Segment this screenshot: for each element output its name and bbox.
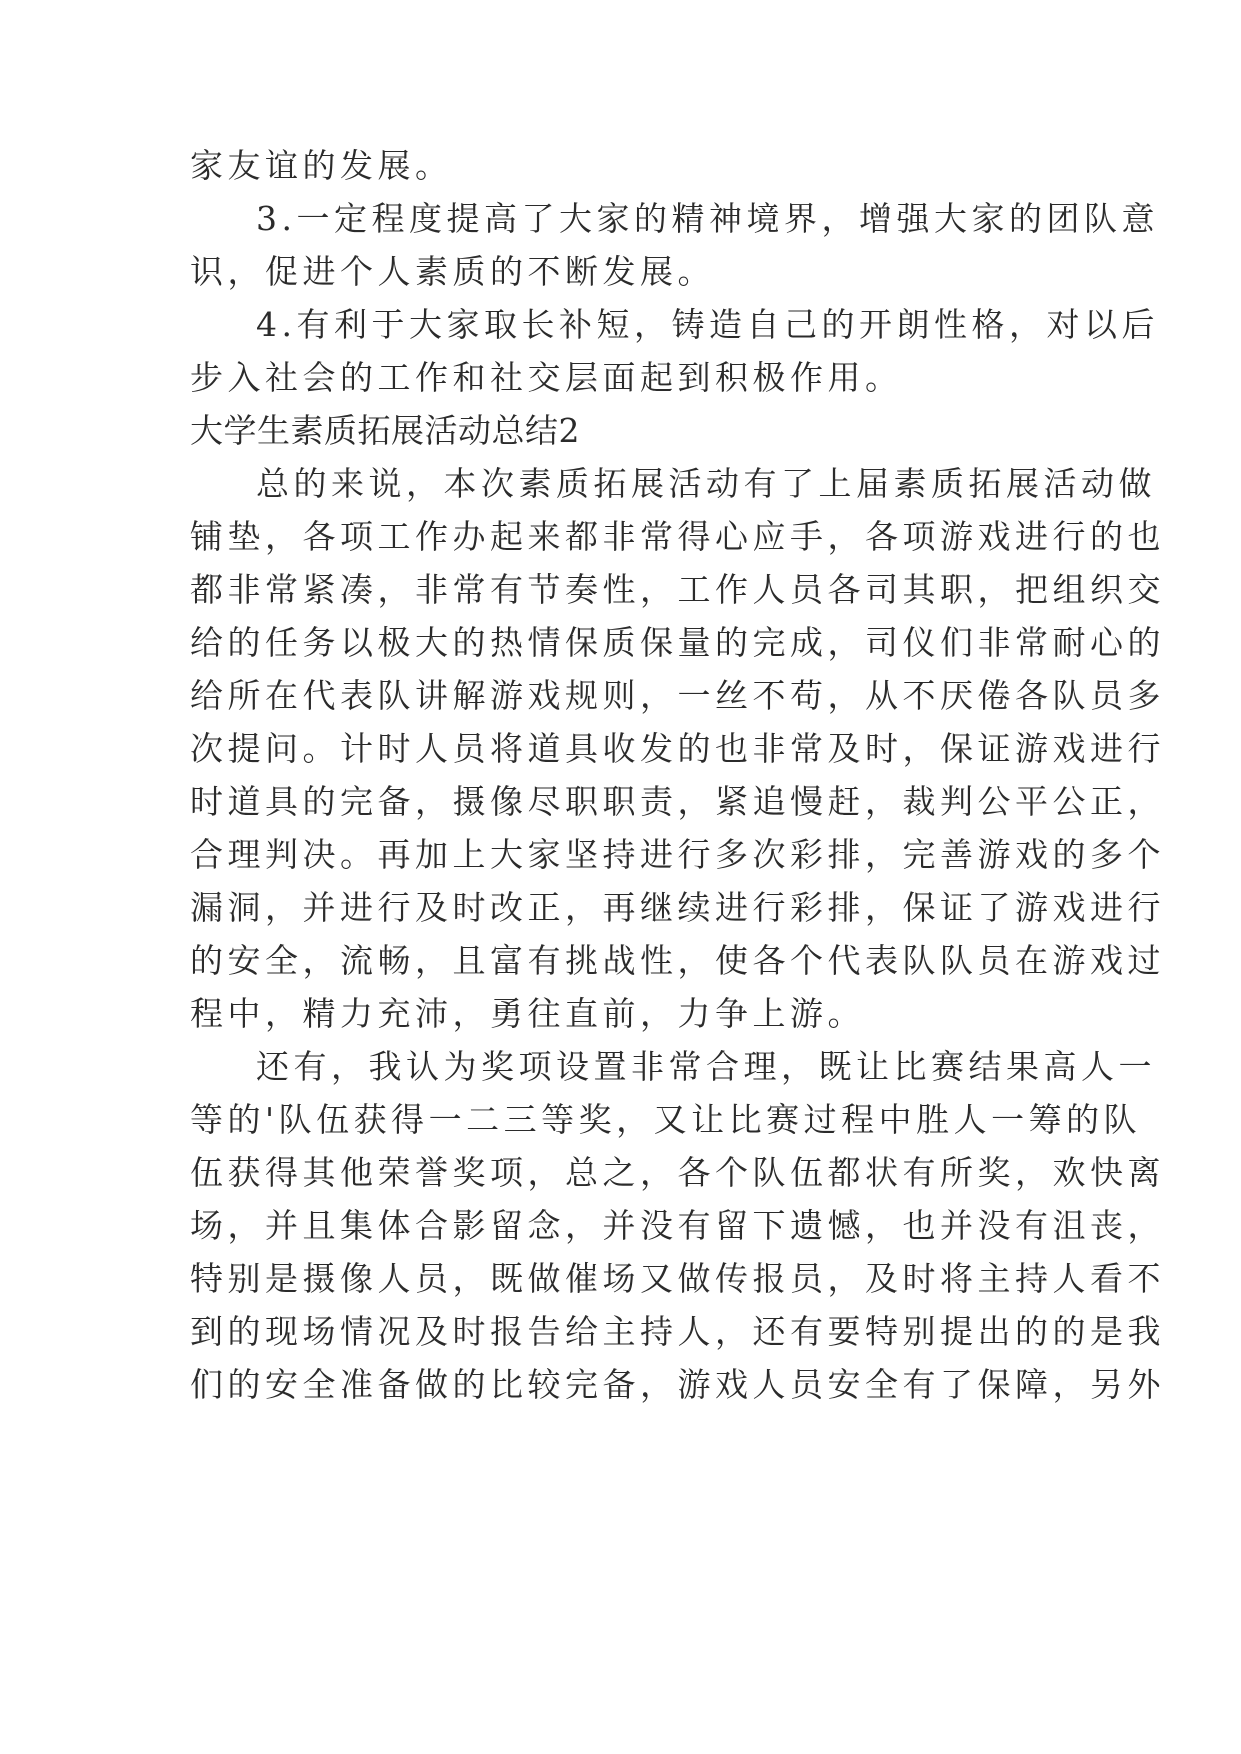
- paragraph-line: 给所在代表队讲解游戏规则，一丝不苟，从不厌倦各队员多: [190, 676, 1165, 715]
- text-line: 家友谊的发展。: [190, 146, 453, 185]
- paragraph-line: 程中，精力充沛，勇往直前，力争上游。: [190, 994, 865, 1033]
- paragraph-line: 场，并且集体合影留念，并没有留下遗憾，也并没有沮丧，: [190, 1206, 1165, 1245]
- paragraph-line: 伍获得其他荣誉奖项，总之，各个队伍都状有所奖，欢快离: [190, 1153, 1165, 1192]
- paragraph-line: 的安全，流畅，且富有挑战性，使各个代表队队员在游戏过: [190, 941, 1165, 980]
- paragraph-line: 漏洞，并进行及时改正，再继续进行彩排，保证了游戏进行: [190, 888, 1165, 927]
- paragraph-line: 到的现场情况及时报告给主持人，还有要特别提出的的是我: [190, 1312, 1165, 1351]
- section-heading: 大学生素质拓展活动总结2: [190, 411, 580, 450]
- paragraph-line: 给的任务以极大的热情保质保量的完成，司仪们非常耐心的: [190, 623, 1165, 662]
- text-line: 步入社会的工作和社交层面起到积极作用。: [190, 358, 903, 397]
- paragraph-line: 铺垫，各项工作办起来都非常得心应手，各项游戏进行的也: [190, 517, 1165, 556]
- list-item-3: 3.一定程度提高了大家的精神境界，增强大家的团队意: [256, 199, 1159, 238]
- paragraph-line: 们的安全准备做的比较完备，游戏人员安全有了保障，另外: [190, 1365, 1165, 1404]
- paragraph-line: 特别是摄像人员，既做催场又做传报员，及时将主持人看不: [190, 1259, 1165, 1298]
- paragraph-line: 等的'队伍获得一二三等奖，又让比赛过程中胜人一筹的队: [190, 1100, 1142, 1139]
- paragraph-line: 都非常紧凑，非常有节奏性，工作人员各司其职，把组织交: [190, 570, 1165, 609]
- list-item-4: 4.有利于大家取长补短，铸造自己的开朗性格，对以后: [256, 305, 1159, 344]
- paragraph-line: 次提问。计时人员将道具收发的也非常及时，保证游戏进行: [190, 729, 1165, 768]
- paragraph-line: 总的来说，本次素质拓展活动有了上届素质拓展活动做: [256, 464, 1156, 503]
- text-line: 识，促进个人素质的不断发展。: [190, 252, 715, 291]
- paragraph-line: 还有，我认为奖项设置非常合理，既让比赛结果高人一: [256, 1047, 1156, 1086]
- paragraph-line: 合理判决。再加上大家坚持进行多次彩排，完善游戏的多个: [190, 835, 1165, 874]
- paragraph-line: 时道具的完备，摄像尽职职责，紧追慢赶，裁判公平公正，: [190, 782, 1165, 821]
